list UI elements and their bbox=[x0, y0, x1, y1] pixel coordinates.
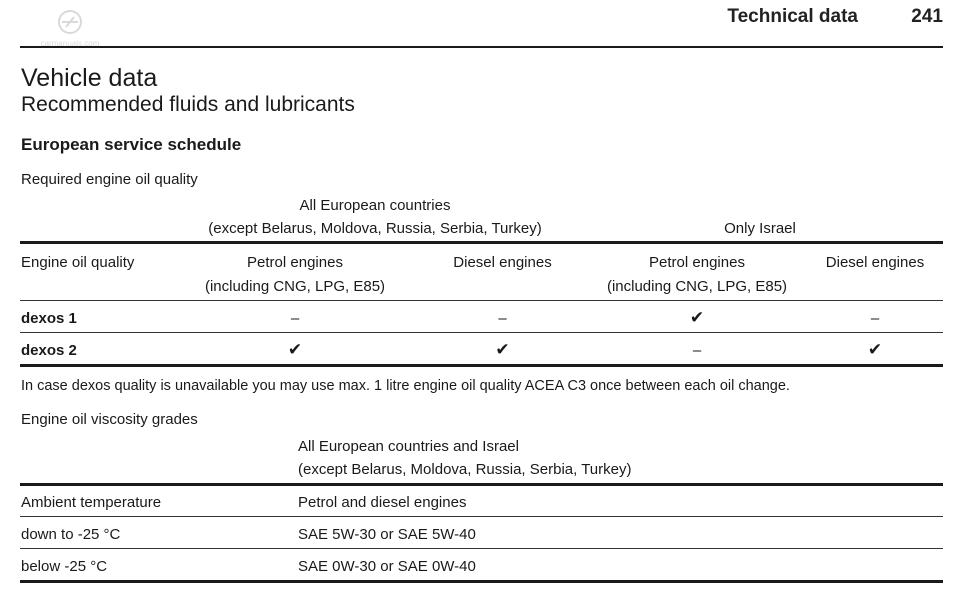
viscosity-row-divider bbox=[20, 548, 943, 549]
row-dexos1-label: dexos 1 bbox=[21, 310, 77, 327]
col-header-eu-petrol-line1: Petrol engines bbox=[247, 254, 343, 271]
table-top-rule bbox=[20, 241, 943, 244]
row-dexos2-il-diesel: ✔ bbox=[867, 340, 883, 359]
col-header-eu-petrol-line2: (including CNG, LPG, E85) bbox=[204, 278, 386, 295]
page-header bbox=[727, 6, 943, 28]
col-header-eu-diesel: Diesel engines bbox=[453, 254, 552, 271]
page-title: Vehicle data bbox=[21, 64, 158, 92]
viscosity-top-rule bbox=[20, 483, 943, 486]
quality-heading: Required engine oil quality bbox=[21, 171, 198, 188]
row-divider bbox=[20, 332, 943, 333]
col-header-temp: Ambient temperature bbox=[21, 494, 162, 511]
viscosity-header-rule bbox=[20, 516, 943, 517]
viscosity-group-header-line1: All European countries and Israel bbox=[298, 438, 519, 455]
header-bottom-rule bbox=[20, 300, 943, 301]
page-subtitle: Recommended fluids and lubricants bbox=[21, 93, 355, 116]
viscosity-bottom-rule bbox=[20, 580, 943, 583]
page-number: 241 bbox=[911, 6, 943, 27]
row-dexos1-il-diesel: – bbox=[870, 310, 880, 327]
viscosity-heading: Engine oil viscosity grades bbox=[21, 411, 198, 428]
col-header-engines: Petrol and diesel engines bbox=[298, 494, 467, 511]
row-dexos2-label: dexos 2 bbox=[21, 342, 77, 359]
quality-note: In case dexos quality is unavailable you may use max. 1 litre engine oil quality ACEA C3 once between each oil change. bbox=[21, 378, 790, 394]
row-dexos2-eu-petrol: ✔ bbox=[287, 340, 303, 359]
group-header-europe-line1: All European countries bbox=[299, 197, 451, 214]
watermark-text: carmanuals.com bbox=[40, 39, 100, 48]
section-title: Technical data bbox=[727, 6, 859, 27]
watermark-logo-icon bbox=[22, 8, 118, 50]
row-dexos2-il-petrol: – bbox=[692, 342, 702, 359]
group-header-europe-line2: (except Belarus, Moldova, Russia, Serbia, Turkey) bbox=[208, 220, 542, 237]
row-dexos2-eu-diesel: ✔ bbox=[495, 340, 510, 359]
col-header-il-petrol-line1: Petrol engines bbox=[649, 254, 745, 271]
viscosity-row-1-grade: SAE 5W-30 or SAE 5W-40 bbox=[298, 526, 476, 543]
viscosity-row-2-temp: below -25 °C bbox=[21, 558, 108, 575]
table-bottom-rule bbox=[20, 364, 943, 367]
viscosity-row-2-grade: SAE 0W-30 or SAE 0W-40 bbox=[298, 558, 476, 575]
section-heading: European service schedule bbox=[21, 135, 242, 154]
row-dexos1-il-petrol: ✔ bbox=[689, 308, 705, 327]
col-header-quality: Engine oil quality bbox=[21, 254, 135, 271]
col-header-il-petrol-line2: (including CNG, LPG, E85) bbox=[606, 278, 788, 295]
viscosity-group-header-line2: (except Belarus, Moldova, Russia, Serbia, Turkey) bbox=[298, 461, 632, 478]
row-dexos1-eu-diesel: – bbox=[498, 310, 507, 327]
viscosity-row-1-temp: down to -25 °C bbox=[21, 526, 121, 543]
header-rule bbox=[20, 46, 943, 48]
group-header-israel: Only Israel bbox=[724, 220, 796, 237]
col-header-il-diesel: Diesel engines bbox=[825, 254, 925, 271]
row-dexos1-eu-petrol: – bbox=[290, 310, 300, 327]
